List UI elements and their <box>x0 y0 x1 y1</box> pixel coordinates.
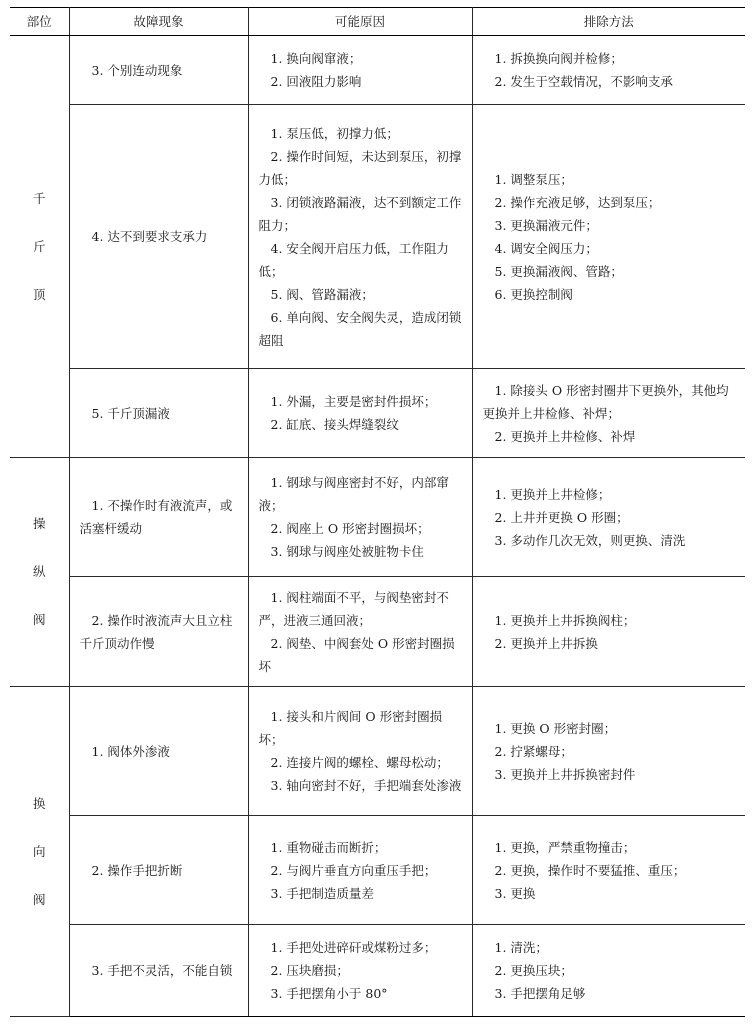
remedy-cell: 1. 除接头 O 形密封圈井下更换外，其他均更换并上井检修、补焊； 2. 更换并上井检修、补焊 <box>472 369 745 458</box>
cause-cell: 1. 换向阀窜液； 2. 回液阻力影响 <box>248 36 472 105</box>
remedy-cell: 1. 更换并上井拆换阀柱； 2. 更换并上井拆换 <box>472 577 745 687</box>
table-row <box>10 105 745 369</box>
header-symptom: 故障现象 <box>69 8 248 36</box>
cause-cell: 1. 手把处进碎矸或煤粉过多； 2. 压块磨损； 3. 手把摆角小于 80° <box>248 925 472 1017</box>
table-row <box>10 687 745 816</box>
header-part: 部位 <box>10 8 69 36</box>
table-row <box>10 577 745 687</box>
cause-cell: 1. 阀柱端面不平，与阀垫密封不严，进液三通回液； 2. 阀垫、中阀套处 O 形密封圈损坏 <box>248 577 472 687</box>
cause-cell: 1. 泵压低，初撑力低； 2. 操作时间短，未达到泵压，初撑力低； 3. 闭锁液路漏液，达不到额定工作阻力； 4. 安全阀开启压力低，工作阻力低； 5. 阀、管路漏液； 6. 单向阀、安全阀失灵，造成闭锁超阻 <box>248 105 472 369</box>
cause-cell: 1. 钢球与阀座密封不好，内部窜液； 2. 阀座上 O 形密封圈损坏； 3. 钢球与阀座处被脏物卡住 <box>248 458 472 577</box>
remedy-cell: 1. 清洗； 2. 更换压块； 3. 手把摆角足够 <box>472 925 745 1017</box>
symptom-cell: 2. 操作手把折断 <box>69 816 248 925</box>
part-cell-control-valve: 操 纵 阀 <box>10 458 69 687</box>
symptom-cell: 4. 达不到要求支承力 <box>69 105 248 369</box>
table-row <box>10 925 745 1017</box>
remedy-cell: 1. 拆换换向阀并检修； 2. 发生于空载情况，不影响支承 <box>472 36 745 105</box>
cause-cell: 1. 接头和片阀间 O 形密封圈损坏； 2. 连接片阀的螺栓、螺母松动； 3. 轴向密封不好，手把端套处渗液 <box>248 687 472 816</box>
symptom-cell: 3. 手把不灵活，不能自锁 <box>69 925 248 1017</box>
part-cell-reversing-valve: 换 向 阀 <box>10 687 69 1017</box>
symptom-cell: 2. 操作时液流声大且立柱千斤顶动作慢 <box>69 577 248 687</box>
table-row <box>10 458 745 577</box>
symptom-cell: 3. 个别连动现象 <box>69 36 248 105</box>
table-row <box>10 816 745 925</box>
symptom-cell: 1. 不操作时有液流声，或活塞杆缓动 <box>69 458 248 577</box>
symptom-cell: 1. 阀体外渗液 <box>69 687 248 816</box>
cause-cell: 1. 外漏，主要是密封件损坏； 2. 缸底、接头焊缝裂纹 <box>248 369 472 458</box>
table-row <box>10 36 745 105</box>
symptom-cell: 5. 千斤顶漏液 <box>69 369 248 458</box>
fault-table <box>10 7 745 1017</box>
header-remedy: 排除方法 <box>472 8 745 36</box>
remedy-cell: 1. 更换，严禁重物撞击； 2. 更换，操作时不要猛推、重压； 3. 更换 <box>472 816 745 925</box>
table-header-row <box>10 8 745 36</box>
cause-cell: 1. 重物碰击而断折； 2. 与阀片垂直方向重压手把； 3. 手把制造质量差 <box>248 816 472 925</box>
remedy-cell: 1. 更换并上井检修； 2. 上井并更换 O 形圈； 3. 多动作几次无效，则更换、清洗 <box>472 458 745 577</box>
remedy-cell: 1. 更换 O 形密封圈； 2. 拧紧螺母； 3. 更换并上井拆换密封件 <box>472 687 745 816</box>
remedy-cell: 1. 调整泵压； 2. 操作充液足够，达到泵压； 3. 更换漏液元件； 4. 调安全阀压力； 5. 更换漏液阀、管路； 6. 更换控制阀 <box>472 105 745 369</box>
header-cause: 可能原因 <box>248 8 472 36</box>
part-cell-jack: 千 斤 顶 <box>10 36 69 458</box>
table-row <box>10 369 745 458</box>
